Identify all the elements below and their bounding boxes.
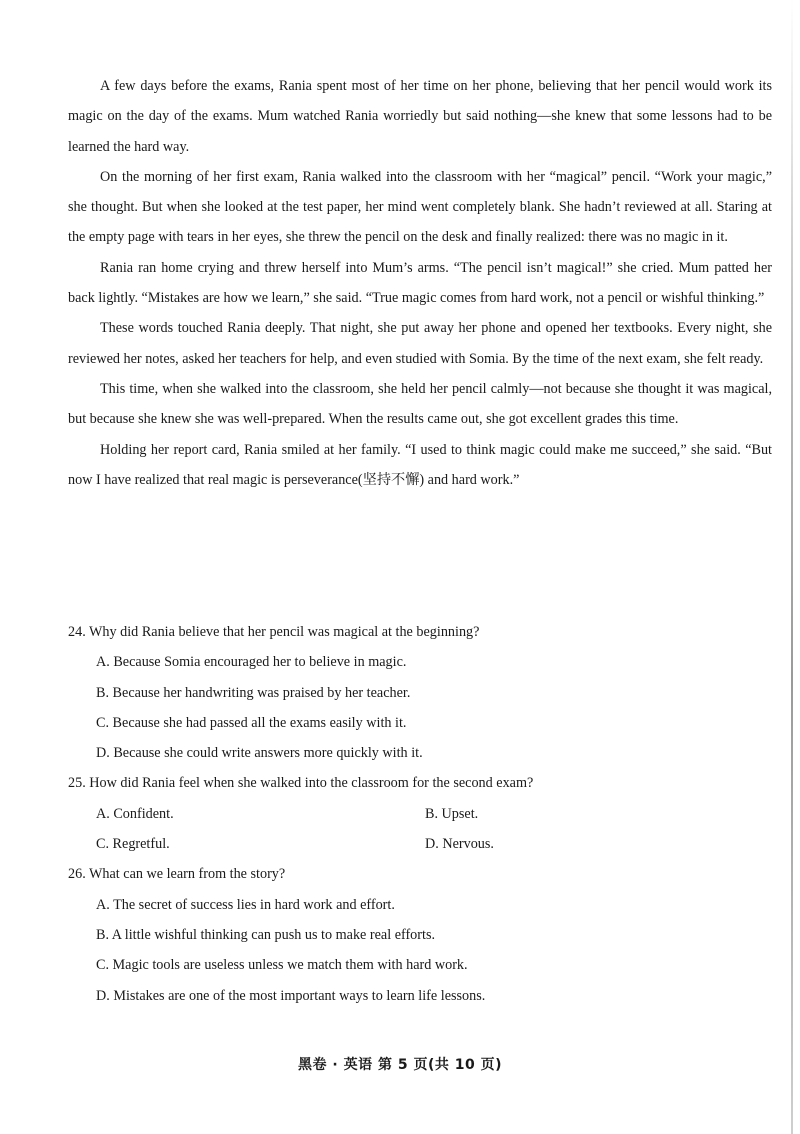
option-c: C. Regretful. xyxy=(96,836,170,853)
option-c: C. Magic tools are useless unless we match them with hard work. xyxy=(96,957,468,974)
page-footer: 黑卷 · 英语 第 5 页(共 10 页) xyxy=(298,1057,502,1073)
passage-paragraph: This time, when she walked into the classroom, she held her pencil calmly—not because she thought it was magical, but because she knew she was well-prepared. When the results came out, she got excellent grades this time. xyxy=(68,380,772,428)
passage-paragraph: Rania ran home crying and threw herself into Mum’s arms. “The pencil isn’t magical!” she cried. Mum patted her back lightly. “Mistakes are how we learn,” she said. “True magic comes from hard work, not a pencil or wishful thinking.” xyxy=(68,259,772,307)
option-c: C. Because she had passed all the exams easily with it. xyxy=(96,714,407,731)
passage-paragraph: On the morning of her first exam, Rania walked into the classroom with her “magical” pencil. “Work your magic,” she thought. But when she looked at the test paper, her mind went completely blank. She hadn’t reviewed at all. Staring at the empty page with tears in her eyes, she threw the pencil on the desk and finally realized: there was no magic in it. xyxy=(68,168,772,246)
question-24 xyxy=(68,617,772,768)
option-d: D. Because she could write answers more quickly with it. xyxy=(96,745,423,762)
option-a: A. Because Somia encouraged her to believe in magic. xyxy=(96,654,407,671)
passage-paragraph: A few days before the exams, Rania spent most of her time on her phone, believing that her pencil would work its magic on the day of the exams. Mum watched Rania worriedly but said nothing—she knew that some lessons had to be learned the hard way. xyxy=(68,78,772,155)
option-a: A. The secret of success lies in hard work and effort. xyxy=(96,896,395,913)
option-a: A. Confident. xyxy=(96,805,174,822)
question-26 xyxy=(68,859,772,1010)
option-b: B. Because her handwriting was praised by her teacher. xyxy=(96,684,411,701)
option-d: D. Nervous. xyxy=(425,836,494,853)
question-25 xyxy=(68,768,772,859)
reading-passage xyxy=(68,71,772,495)
scan-edge-divider xyxy=(791,0,793,1134)
question-list xyxy=(68,617,772,1011)
option-row xyxy=(68,799,772,829)
question-stem: 24. Why did Rania believe that her pencil was magical at the beginning? xyxy=(68,624,480,640)
option-row xyxy=(68,829,772,859)
question-stem: 25. How did Rania feel when she walked into the classroom for the second exam? xyxy=(68,775,534,792)
passage-paragraph: Holding her report card, Rania smiled at her family. “I used to think magic could make me succeed,” she said. “But now I have realized that real magic is perseverance(坚持不懈) and hard work.” xyxy=(68,441,772,488)
option-b: B. A little wishful thinking can push us to make real efforts. xyxy=(96,926,436,943)
question-stem: 26. What can we learn from the story? xyxy=(68,866,286,883)
option-b: B. Upset. xyxy=(425,805,479,822)
passage-paragraph: These words touched Rania deeply. That night, she put away her phone and opened her textbooks. Every night, she reviewed her notes, asked her teachers for help, and even studied with Somia. By the time of the next exam, she felt ready. xyxy=(68,320,772,367)
option-d: D. Mistakes are one of the most important ways to learn life lessons. xyxy=(96,987,486,1004)
